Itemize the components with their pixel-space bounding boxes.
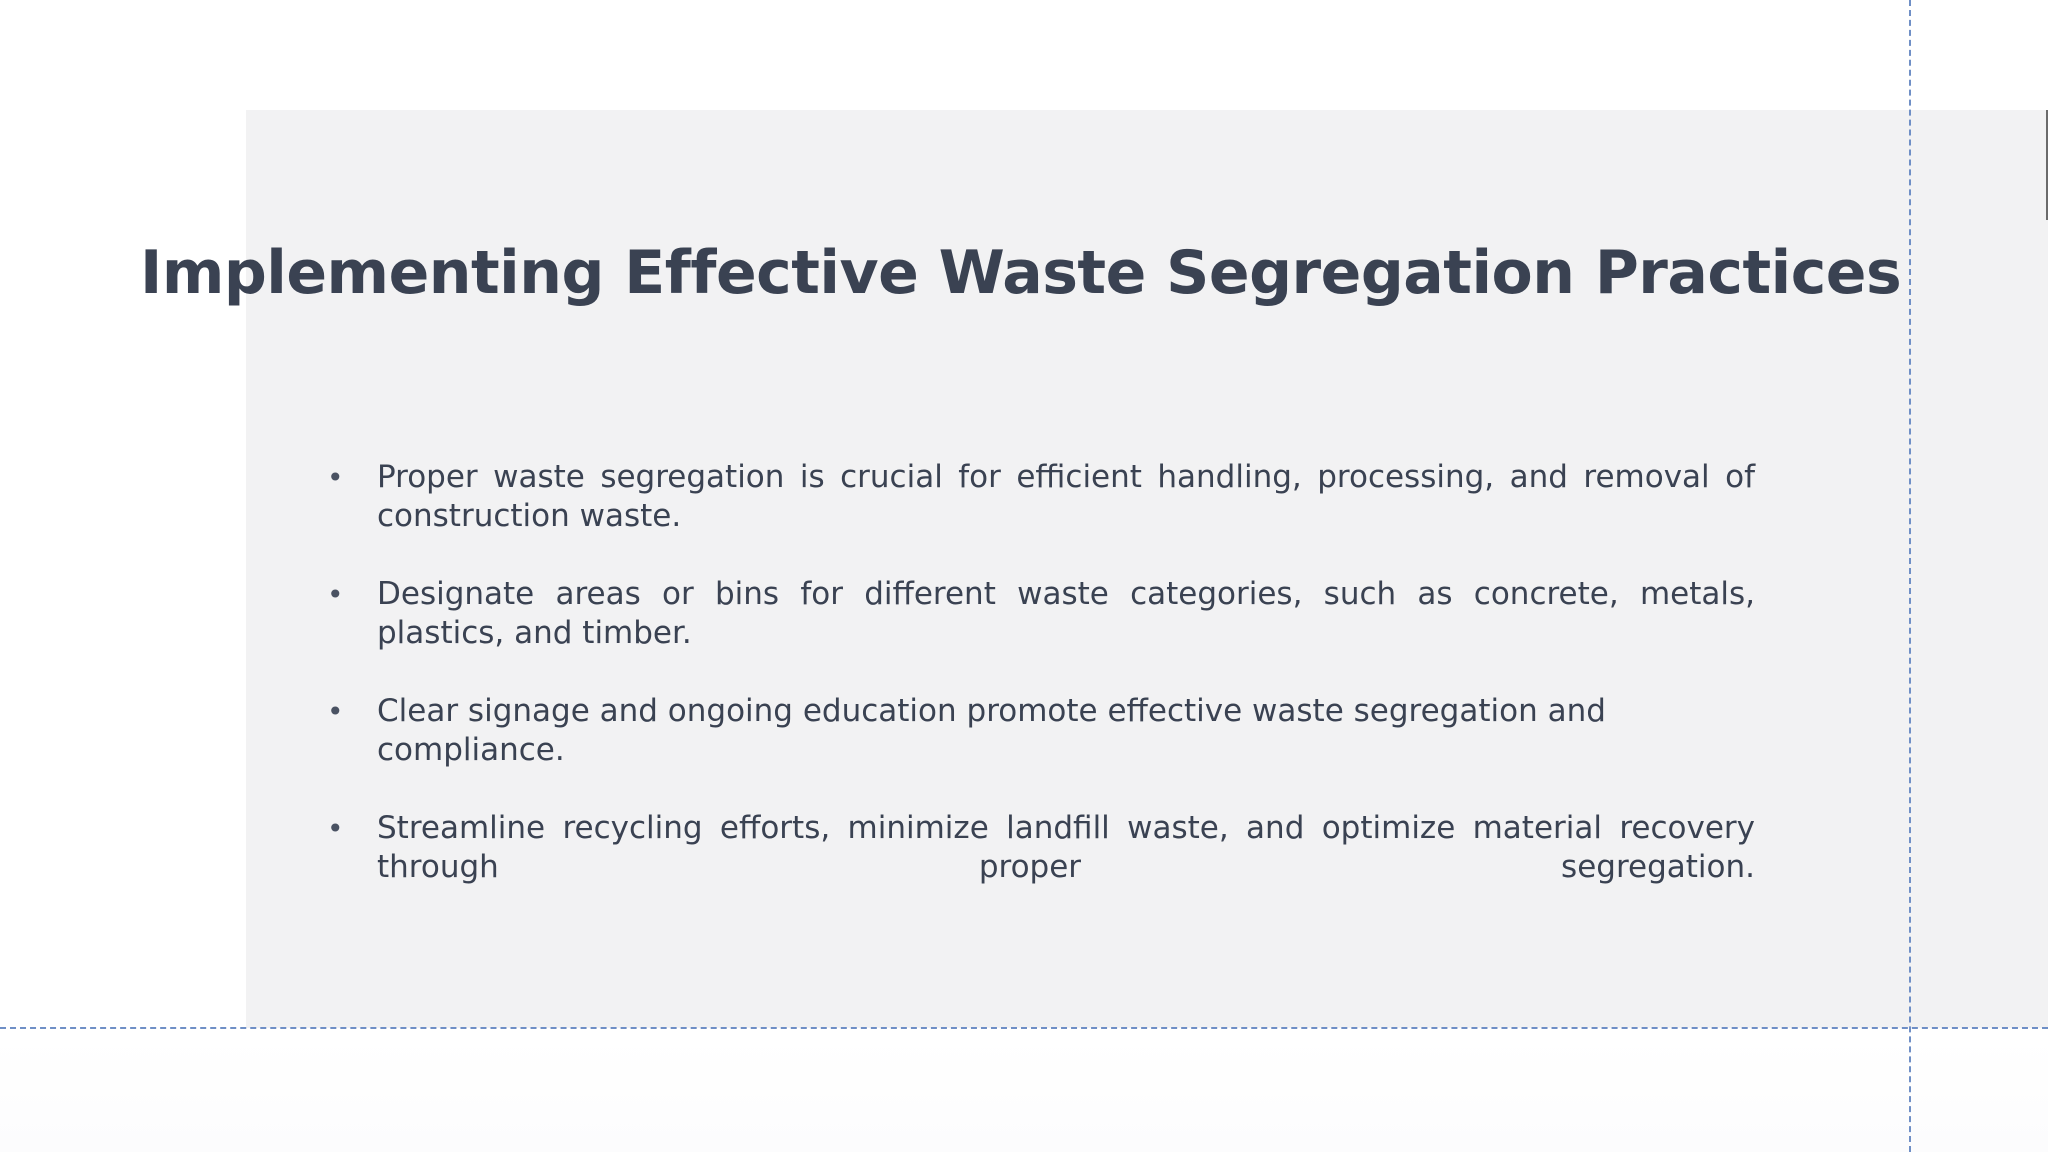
bullet-text: Clear signage and ongoing education promote effective waste segregation and compliance.: [377, 693, 1606, 768]
bullet-icon: •: [327, 812, 344, 845]
bullet-text: Designate areas or bins for different waste categories, such as concrete, metals, plastics, and timber.: [377, 576, 1755, 651]
bullet-icon: •: [327, 461, 344, 494]
bullet-item[interactable]: [320, 458, 1755, 536]
bullet-text: Proper waste segregation is crucial for efficient handling, processing, and removal of construction waste.: [377, 459, 1755, 534]
bullet-icon: •: [327, 578, 344, 611]
bullet-text: Streamline recycling efforts, minimize landfill waste, and optimize material recovery through proper segregation.: [377, 810, 1755, 885]
bullet-list[interactable]: [320, 458, 1755, 926]
bullet-item[interactable]: [320, 692, 1755, 770]
bullet-item[interactable]: [320, 575, 1755, 653]
vertical-guide-line[interactable]: [1909, 0, 1911, 1152]
slide-title[interactable]: Implementing Effective Waste Segregation Practices: [140, 238, 1902, 308]
bullet-icon: •: [327, 695, 344, 728]
bullet-item[interactable]: [320, 809, 1755, 887]
horizontal-guide-line[interactable]: [0, 1027, 2048, 1029]
